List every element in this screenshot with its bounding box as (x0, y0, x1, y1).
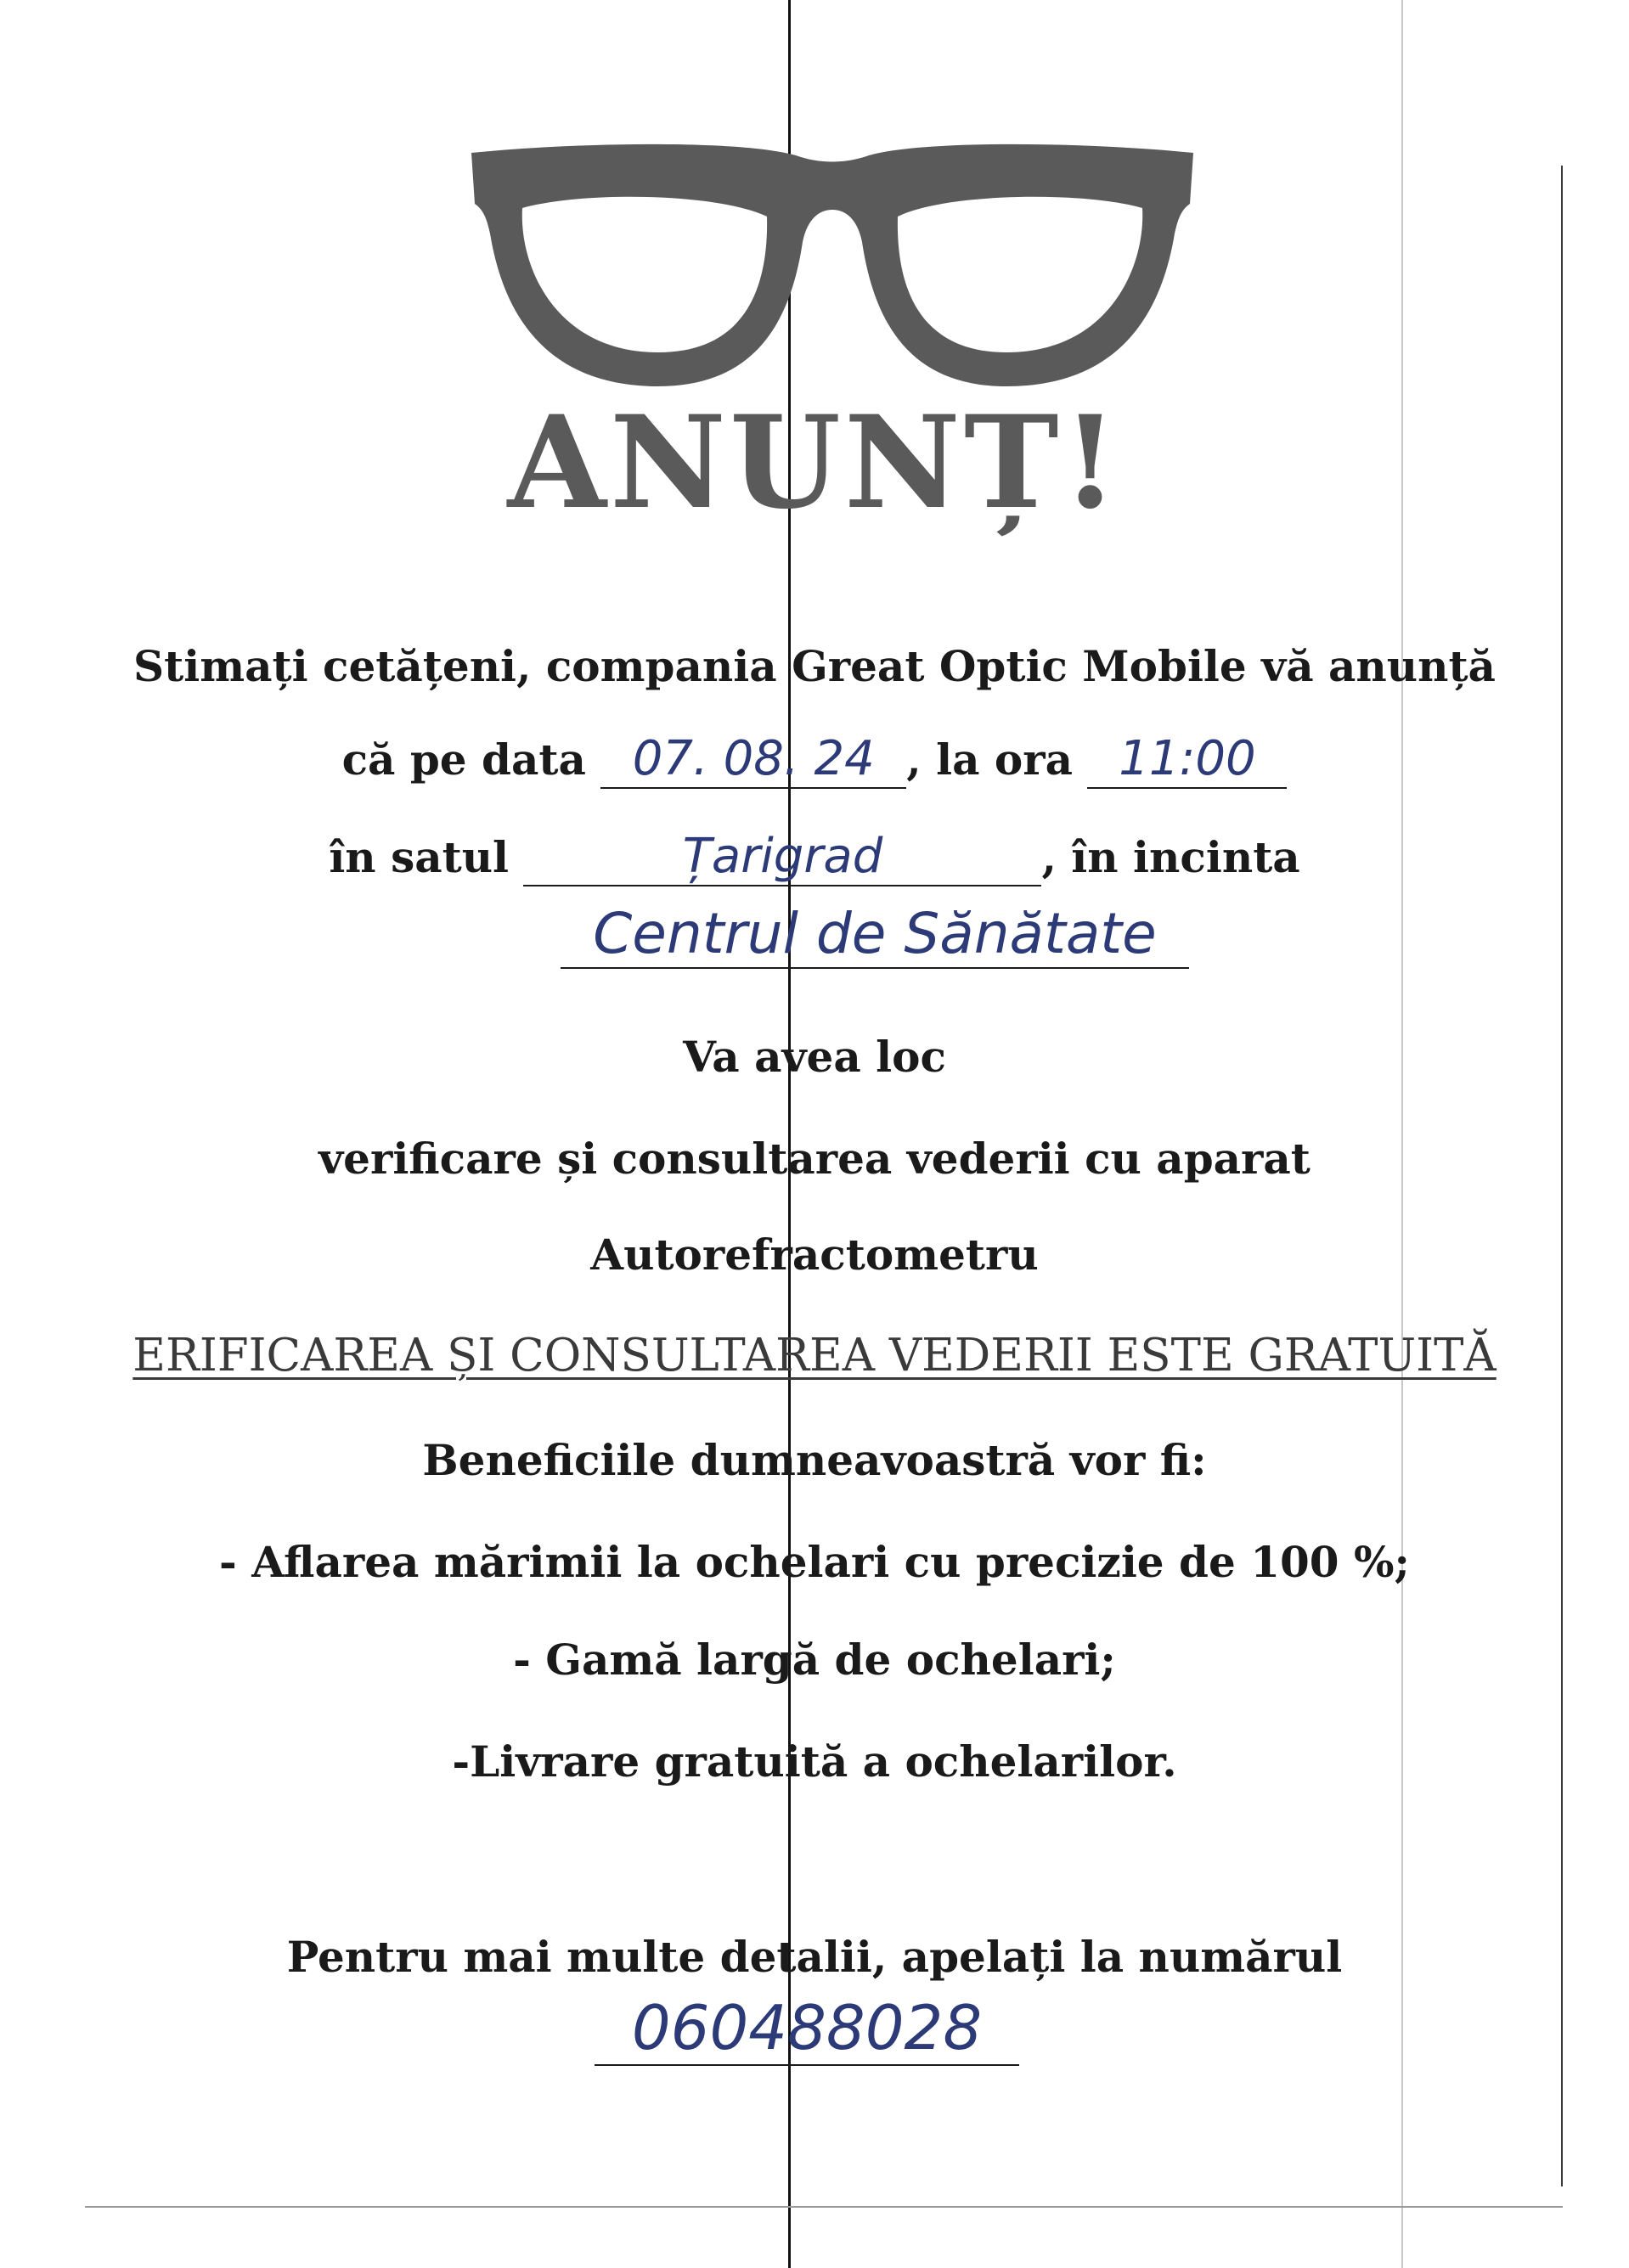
village-line (0, 828, 1629, 886)
date-time-line (0, 730, 1629, 789)
time-value: 11:00 (1087, 730, 1287, 789)
time-label: , la ora (906, 734, 1073, 785)
eyeglasses-icon (463, 140, 1202, 395)
contact-text: Pentru mai multe detalii, apelați la numărul (286, 1932, 1343, 1982)
village-label: în satul (329, 832, 510, 882)
date-label: că pe data (341, 734, 586, 785)
intro-line: Stimați cetățeni, compania Great Optic Mobile vă anunță (133, 641, 1496, 691)
venue-value: Centrul de Sănătate (561, 900, 1189, 969)
event-line-2: verificare și consultarea vederii cu aparat (318, 1134, 1311, 1184)
event-line-3: Autorefractometru (590, 1230, 1039, 1280)
benefit-item: -Livrare gratuită a ochelarilor. (452, 1736, 1177, 1787)
date-value: 07. 08. 24 (600, 730, 906, 789)
event-line-1: Va avea loc (683, 1032, 946, 1082)
benefit-item: - Aflarea mărimii la ochelari cu precizie de 100 %; (219, 1537, 1410, 1587)
scan-bottom-line (85, 2206, 1563, 2208)
village-value: Țarigrad (523, 828, 1041, 886)
free-notice: ERIFICAREA ȘI CONSULTAREA VEDERII ESTE GRATUITĂ (132, 1330, 1497, 1382)
venue-label: , în incinta (1041, 832, 1300, 882)
phone-number: 060488028 (595, 1991, 1019, 2066)
page-title: ANUNȚ! (507, 388, 1122, 537)
benefits-heading: Beneficiile dumneavoastră vor fi: (422, 1435, 1207, 1485)
benefit-item: - Gamă largă de ochelari; (513, 1635, 1116, 1685)
